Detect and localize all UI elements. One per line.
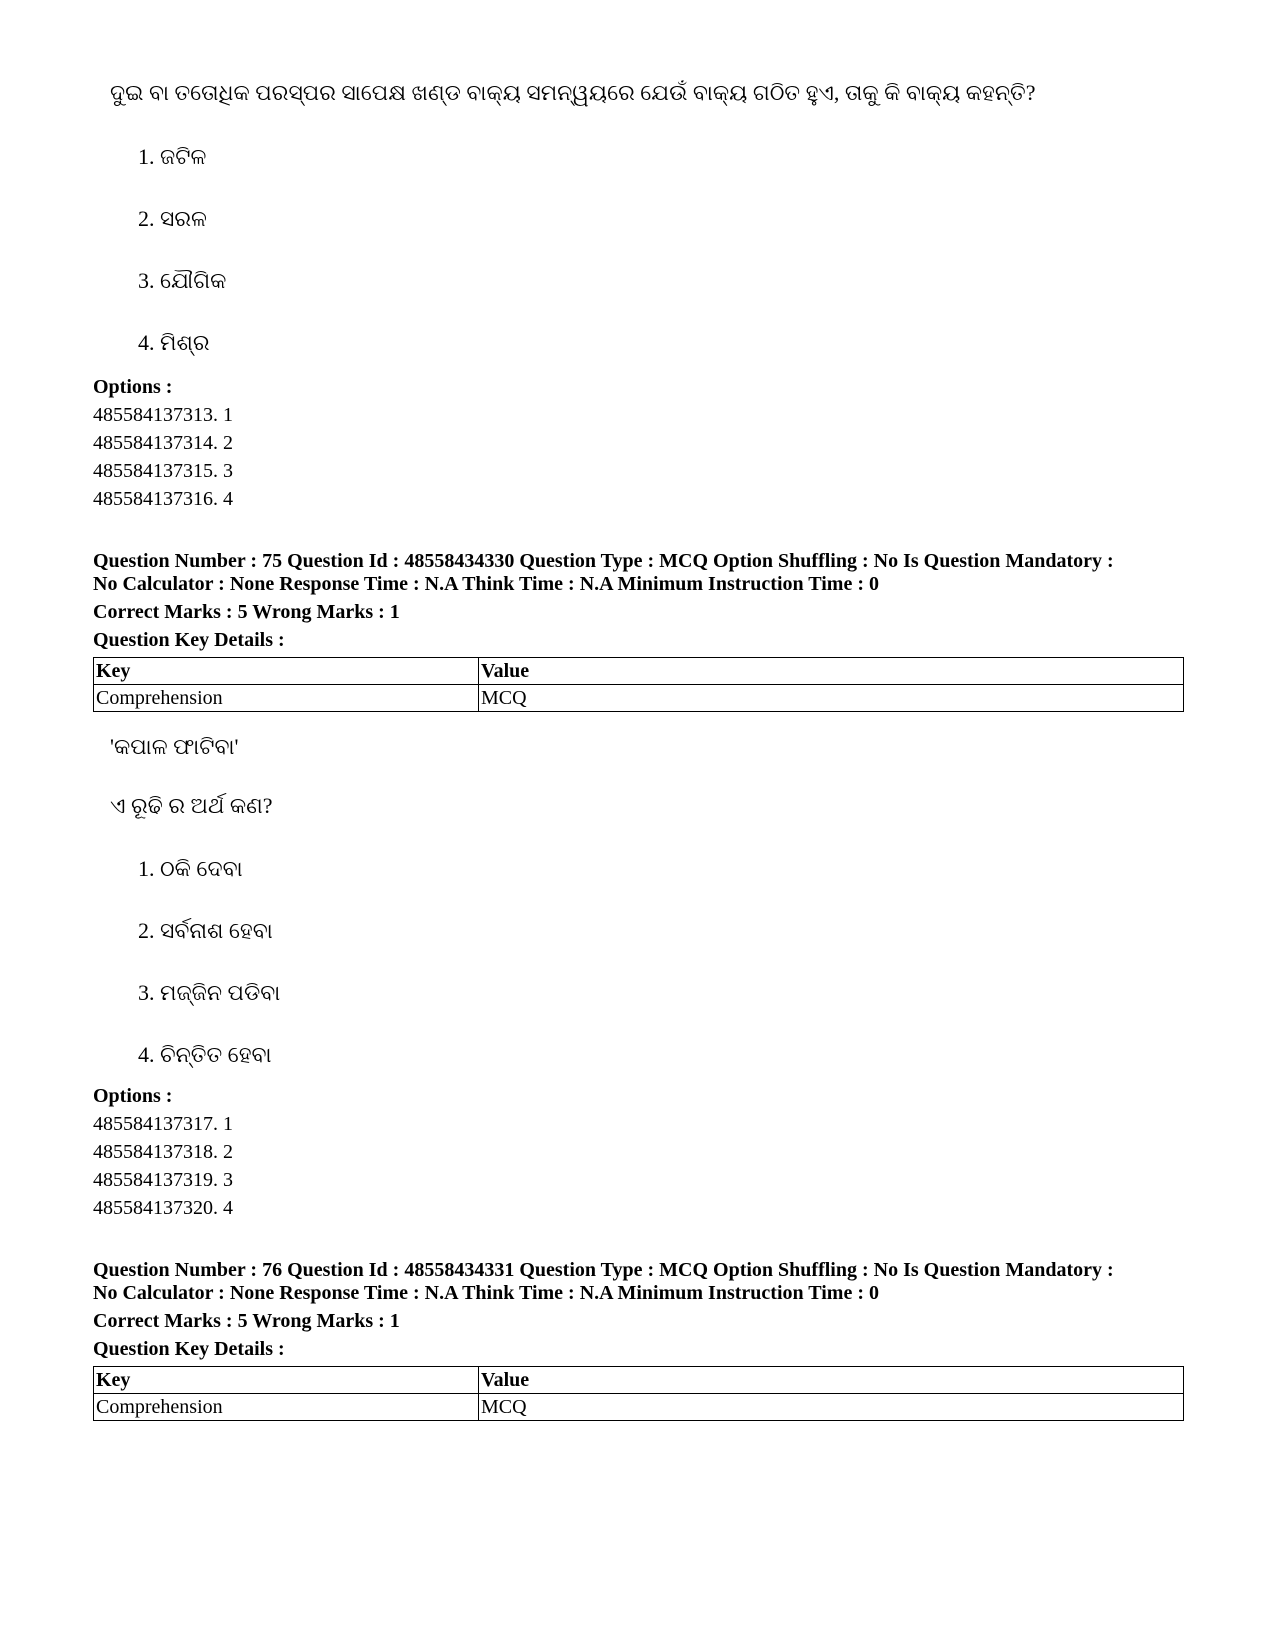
option-id-1: 485584137313. 1: [93, 404, 233, 426]
option-id-3: 485584137315. 3: [93, 460, 233, 482]
key-details-table: [93, 657, 1184, 712]
option-id-2: 485584137318. 2: [93, 1141, 233, 1163]
choice-1: 1. ଠକି ଦେବା: [138, 856, 243, 881]
cell-value: MCQ: [479, 1394, 1184, 1421]
key-details-table: [93, 1366, 1184, 1421]
choice-2: 2. ସରଳ: [138, 206, 207, 231]
question-text: ଏ ରୂଢି ର ଅର୍ଥ କଣ?: [110, 793, 273, 818]
header-key: Key: [94, 1367, 479, 1394]
choice-4: 4. ଚିନ୍ତିତ ହେବା: [138, 1042, 272, 1067]
key-details-label: Question Key Details :: [93, 629, 285, 651]
table-header-row: [94, 658, 1184, 685]
question-meta-line-1: Question Number : 76 Question Id : 48558434331 Question Type : MCQ Option Shuffling : No Is Question Mandatory :: [93, 1259, 1114, 1281]
question-phrase: 'କପାଳ ଫାଟିବା': [110, 734, 239, 759]
question-meta-line-1: Question Number : 75 Question Id : 48558434330 Question Type : MCQ Option Shuffling : No Is Question Mandatory :: [93, 550, 1114, 572]
cell-value: MCQ: [479, 685, 1184, 712]
table-row: [94, 685, 1184, 712]
choice-2: 2. ସର୍ବନାଶ ହେବା: [138, 918, 273, 943]
question-meta-line-2: No Calculator : None Response Time : N.A Think Time : N.A Minimum Instruction Time : 0: [93, 1282, 879, 1304]
choice-4: 4. ମିଶ୍ର: [138, 330, 210, 355]
choice-3: 3. ମଜ୍ଜିନ ପଡିବା: [138, 980, 281, 1005]
cell-key: Comprehension: [94, 685, 479, 712]
option-id-1: 485584137317. 1: [93, 1113, 233, 1135]
question-text: ଦୁଇ ବା ତତୋଧିକ ପରସ୍ପର ସାପେକ୍ଷ ଖଣ୍ଡ ବାକ୍ୟ ସମନ୍ୱୟରେ ଯେଉଁ ବାକ୍ୟ ଗଠିତ ହୁଏ, ତାକୁ କି ବାକ୍ୟ କହନ୍ତି?: [110, 80, 1036, 105]
option-id-4: 485584137316. 4: [93, 488, 233, 510]
options-label: Options :: [93, 1085, 173, 1107]
choice-1: 1. ଜଟିଳ: [138, 144, 207, 169]
marks-line: Correct Marks : 5 Wrong Marks : 1: [93, 601, 400, 623]
marks-line: Correct Marks : 5 Wrong Marks : 1: [93, 1310, 400, 1332]
header-value: Value: [479, 1367, 1184, 1394]
cell-key: Comprehension: [94, 1394, 479, 1421]
table-row: [94, 1394, 1184, 1421]
options-label: Options :: [93, 376, 173, 398]
header-key: Key: [94, 658, 479, 685]
option-id-2: 485584137314. 2: [93, 432, 233, 454]
table-header-row: [94, 1367, 1184, 1394]
key-details-label: Question Key Details :: [93, 1338, 285, 1360]
option-id-4: 485584137320. 4: [93, 1197, 233, 1219]
question-meta-line-2: No Calculator : None Response Time : N.A Think Time : N.A Minimum Instruction Time : 0: [93, 573, 879, 595]
choice-3: 3. ଯୌଗିକ: [138, 268, 227, 293]
header-value: Value: [479, 658, 1184, 685]
option-id-3: 485584137319. 3: [93, 1169, 233, 1191]
